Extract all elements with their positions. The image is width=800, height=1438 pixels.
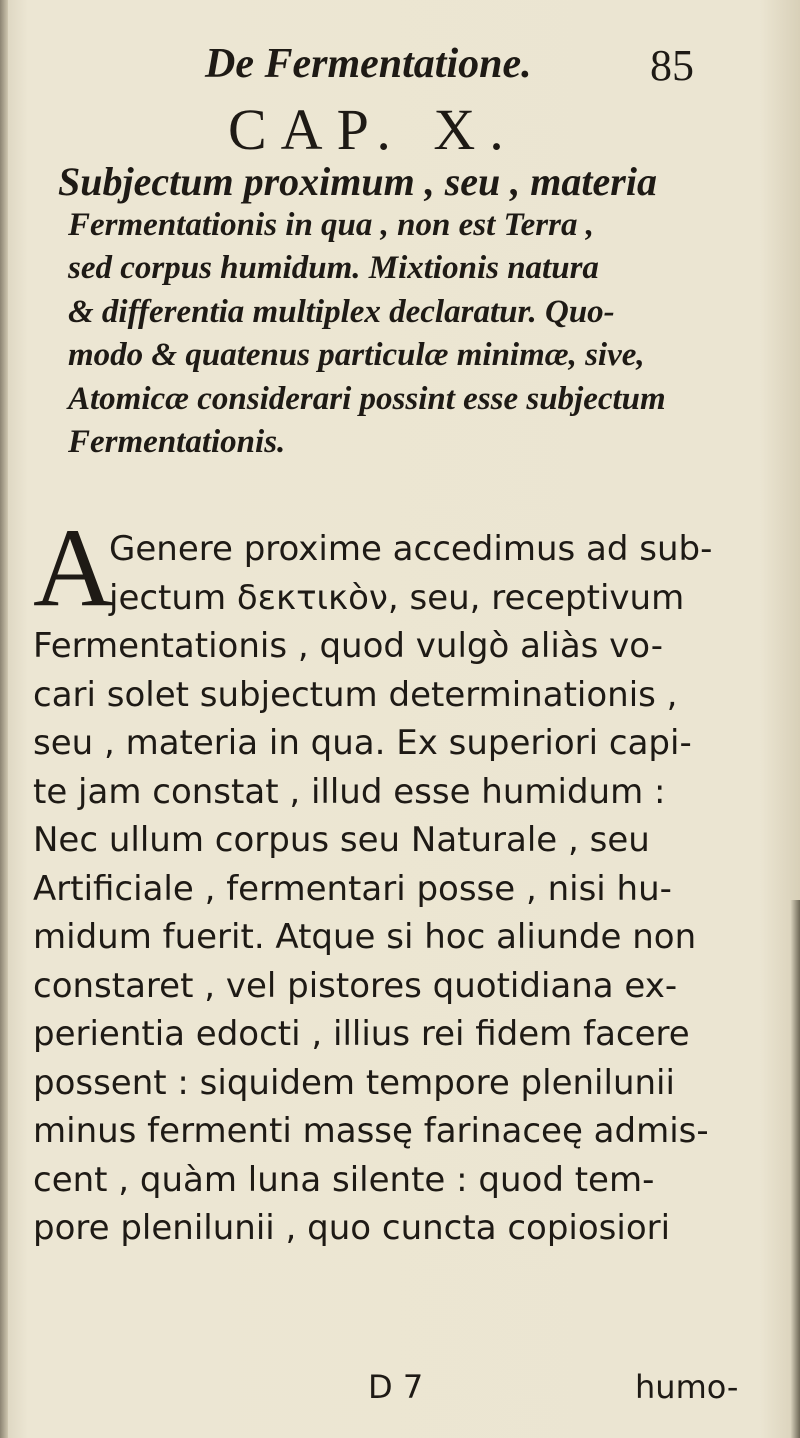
drop-cap-initial: A — [33, 506, 114, 630]
body-line: Genere proxime accedimus ad sub- — [109, 529, 713, 569]
summary-line: Subjectum proximum , seu , materia — [58, 159, 657, 204]
page-footer — [0, 1368, 800, 1418]
summary-line: & differentia multiplex declaratur. Quo- — [68, 293, 615, 330]
summary-line: Fermentationis in qua , non est Terra , — [68, 206, 594, 243]
body-line: midum fuerit. Atque si hoc aliunde non — [33, 917, 697, 957]
body-line: seu , materia in qua. Ex superiori capi- — [33, 723, 692, 763]
body-line: jectum δεκτικὸν, seu, receptivum — [109, 577, 685, 618]
page-edge-shadow — [790, 900, 800, 1438]
body-line: te jam constat , illud esse humidum : — [33, 771, 666, 812]
body-text — [33, 525, 773, 1253]
body-line: Fermentationis , quod vulgò aliàs vo- — [33, 626, 663, 666]
body-line: Artificiale , fermentari posse , nisi hu- — [33, 868, 672, 909]
chapter-heading: CAP. X. — [228, 97, 518, 162]
body-line: possent : siquidem tempore plenilunii — [33, 1062, 675, 1103]
catchword: humo- — [635, 1368, 739, 1406]
body-line: cari solet subjectum determinationis , — [33, 674, 678, 715]
page-gutter-shadow — [0, 0, 8, 1438]
summary-line: Fermentationis. — [68, 424, 286, 460]
body-line: minus fermenti massę farinaceę admis- — [33, 1111, 709, 1151]
body-line: perientia edocti , illius rei fidem facere — [33, 1014, 690, 1054]
body-line: pore plenilunii , quo cuncta copiosiori — [33, 1208, 671, 1248]
body-line: constaret , vel pistores quotidiana ex- — [33, 965, 678, 1006]
body-line: cent , quàm luna silente : quod tem- — [33, 1159, 655, 1200]
summary-line: sed corpus humidum. Mixtionis natura — [68, 250, 599, 286]
chapter-summary — [52, 160, 772, 465]
running-title: De Fermentatione. — [205, 41, 532, 87]
summary-line: modo & quatenus particulæ minimæ, sive, — [68, 337, 645, 373]
page-number: 85 — [650, 41, 694, 90]
signature-mark: D 7 — [368, 1368, 424, 1406]
summary-line: Atomicæ considerari possint esse subjectum — [68, 380, 666, 417]
body-line: Nec ullum corpus seu Naturale , seu — [33, 820, 650, 860]
